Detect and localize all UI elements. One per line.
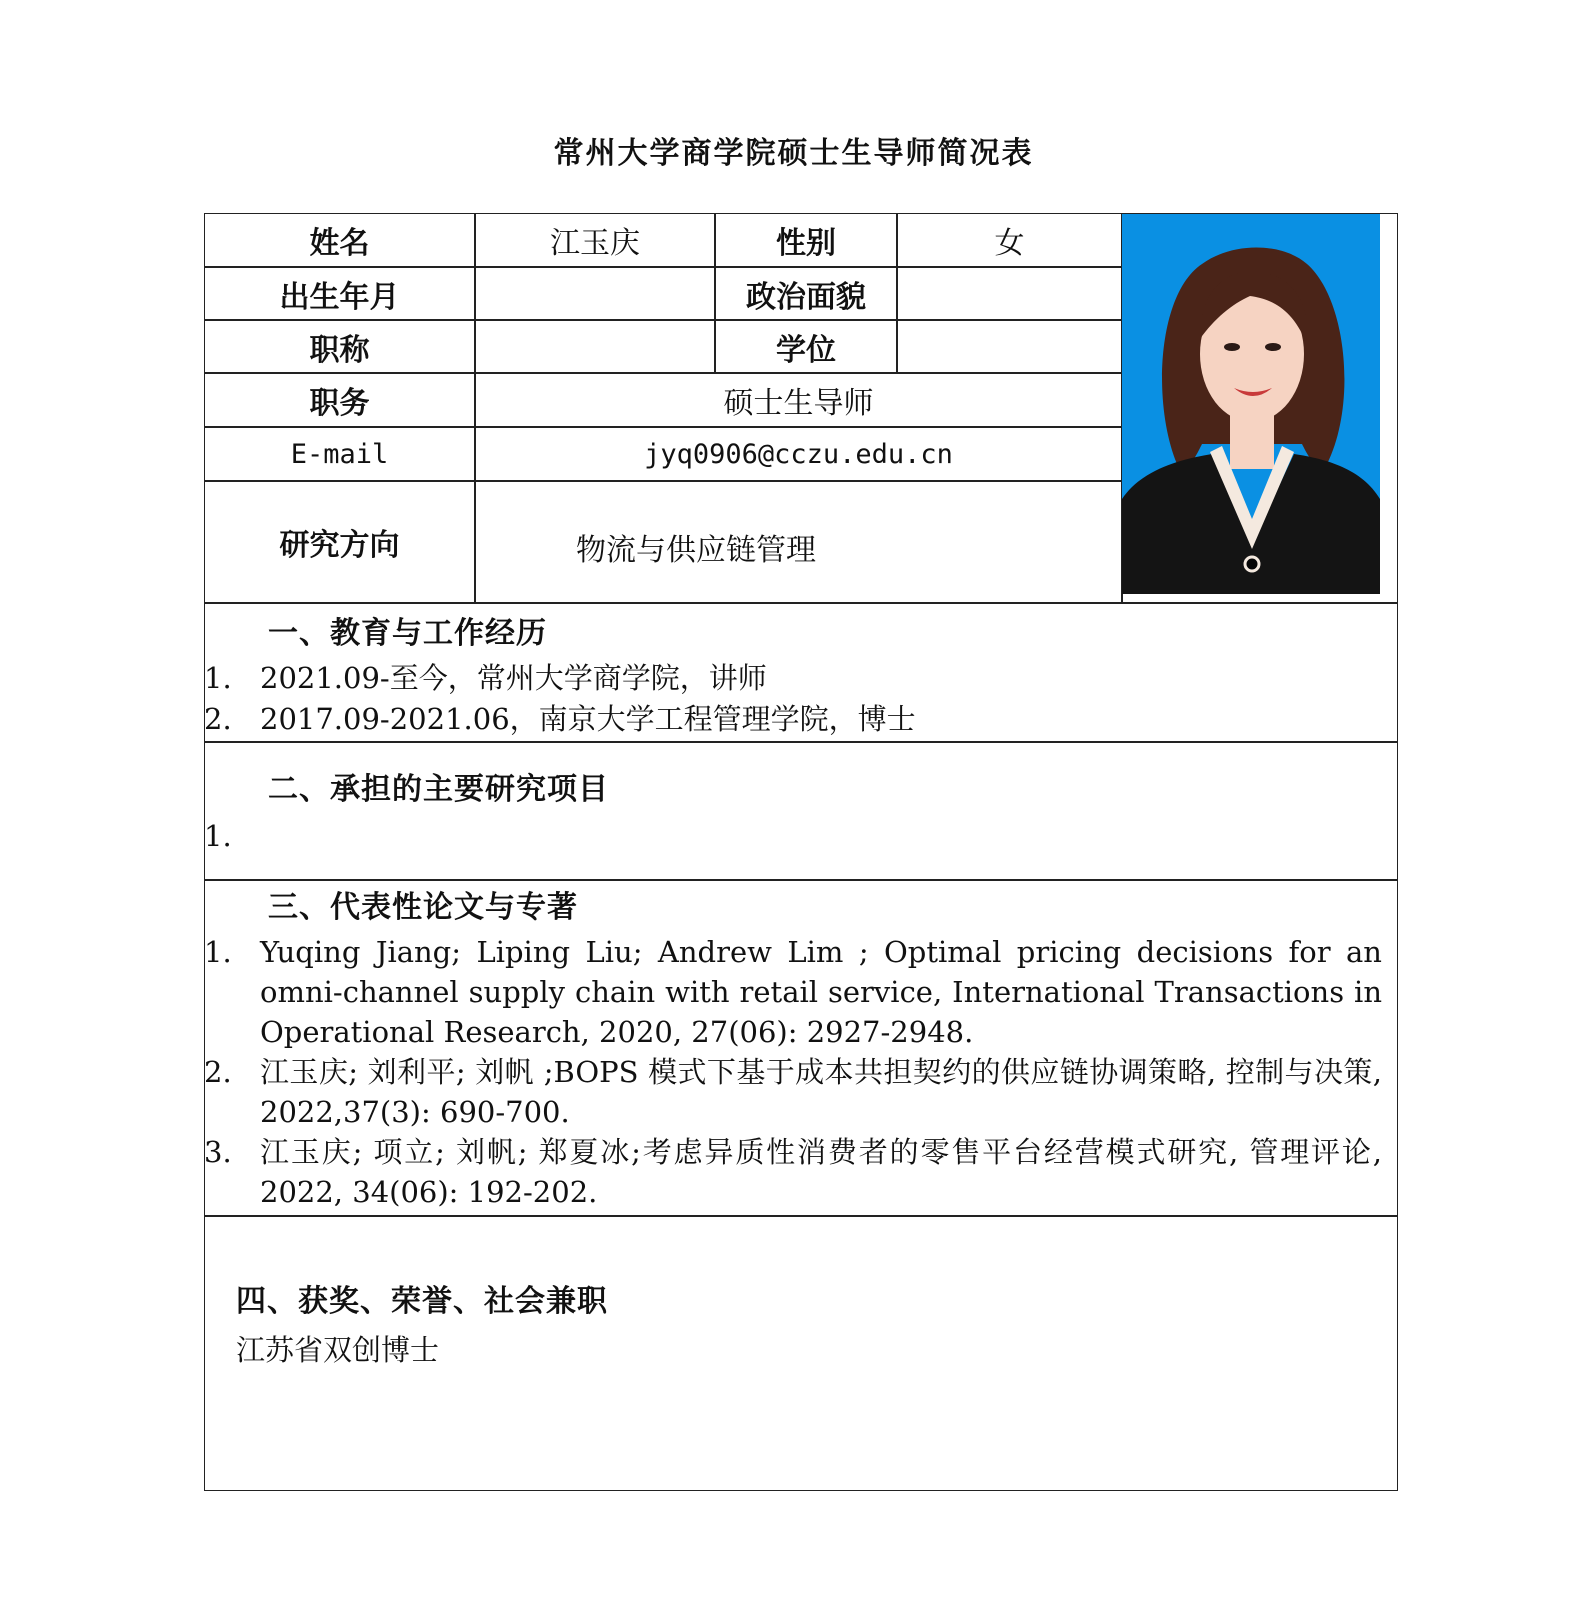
projects-heading: 二、承担的主要研究项目 <box>268 772 609 807</box>
position-value: 硕士生导师 <box>723 386 874 421</box>
political-value <box>898 268 1121 319</box>
birth-value <box>476 268 714 319</box>
degree-value <box>898 321 1121 372</box>
list-number: 2. <box>204 1055 232 1089</box>
list-number: 2. <box>204 702 232 736</box>
research-value: 物流与供应链管理 <box>576 533 816 568</box>
list-item <box>204 932 1384 1052</box>
page-title: 常州大学商学院硕士生导师简况表 <box>553 136 1034 171</box>
gender-value: 女 <box>994 226 1025 261</box>
title-label: 职称 <box>309 332 370 368</box>
email-label: E-mail <box>290 438 389 470</box>
list-item <box>204 1052 1384 1132</box>
papers-heading: 三、代表性论文与专著 <box>268 890 578 925</box>
list-item <box>204 816 1384 856</box>
list-text: 2021.09-至今，常州大学商学院，讲师 <box>260 661 767 695</box>
list-number: 1. <box>204 819 232 853</box>
awards-text: 江苏省双创博士 <box>236 1333 440 1367</box>
political-label: 政治面貌 <box>746 279 866 315</box>
research-label: 研究方向 <box>279 528 400 563</box>
gender-label: 性别 <box>776 226 836 261</box>
degree-label: 学位 <box>776 332 836 368</box>
email-value: jyq0906@cczu.edu.cn <box>644 438 953 470</box>
education-heading: 一、教育与工作经历 <box>268 616 547 651</box>
birth-label: 出生年月 <box>279 279 400 315</box>
list-item <box>204 1132 1384 1212</box>
portrait-photo <box>1122 214 1380 594</box>
list-text: 2017.09-2021.06，南京大学工程管理学院，博士 <box>260 702 916 736</box>
list-text: 江玉庆; 项立; 刘帆; 郑夏冰;考虑异质性消费者的零售平台经营模式研究, 管理评论, 2022, 34(06): 192-202. <box>260 1135 1382 1209</box>
title-value <box>476 321 714 372</box>
name-value: 江玉庆 <box>550 226 640 261</box>
portrait-illustration <box>1122 214 1380 594</box>
name-label: 姓名 <box>309 226 370 261</box>
list-item <box>204 699 1384 739</box>
list-text: 江玉庆; 刘利平; 刘帆 ;BOPS 模式下基于成本共担契约的供应链协调策略, 控制与决策, 2022,37(3): 690-700. <box>260 1055 1382 1129</box>
list-number: 1. <box>204 935 232 969</box>
list-number: 1. <box>204 661 232 695</box>
position-label: 职务 <box>309 386 370 421</box>
row-divider <box>204 1215 1398 1217</box>
row-divider <box>204 741 1398 743</box>
list-number: 3. <box>204 1135 232 1169</box>
list-text: Yuqing Jiang; Liping Liu; Andrew Lim ; Optimal pricing decisions for an omni‐channel supply chain with retail service, International Transactions in Operational Research, 2020, 27(06): 2927-2948. <box>260 935 1382 1049</box>
row-divider <box>204 879 1398 881</box>
awards-heading: 四、获奖、荣誉、社会兼职 <box>236 1284 608 1319</box>
list-item <box>204 658 1384 698</box>
